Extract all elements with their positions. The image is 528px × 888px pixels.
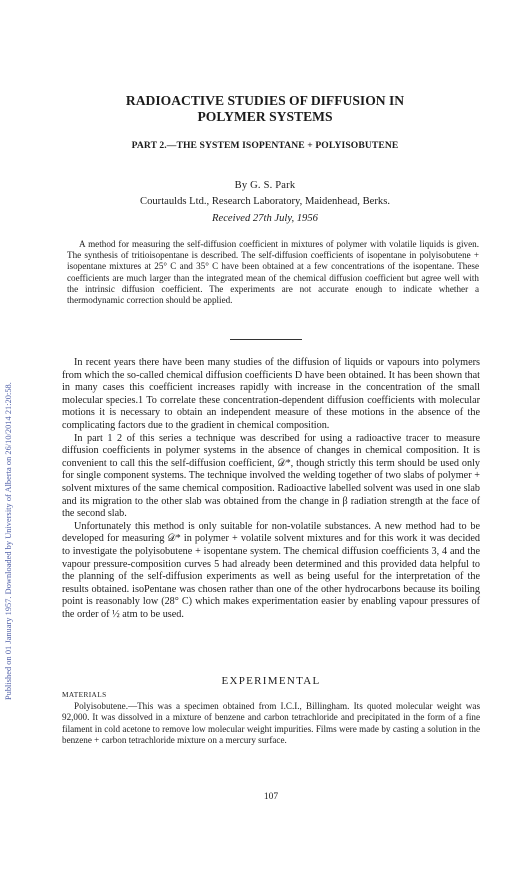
paragraph-2: In part 1 2 of this series a technique was described for using a radioactive tracer to measure diffusion coefficients in polymer systems in the absence of changes in chemical composition. It is convenient to call this the self-diffusion coefficient, 𝒟*, though strictly this term should be used only for single component systems. The technique involved the welding together of two slabs of polymer + solvent mixtures of the same chemical composition. Radioactive labelled solvent was used in one slab and its migration to the other slab was obtained from the change in β radiation strength at the face of the second slab. <box>62 432 480 520</box>
separator-rule <box>230 339 302 340</box>
subsection-heading: MATERIALS <box>62 690 107 699</box>
title-line-1: RADIOACTIVE STUDIES OF DIFFUSION IN <box>125 93 405 108</box>
author-affiliation: Courtaulds Ltd., Research Laboratory, Maidenhead, Berks. <box>140 196 390 207</box>
part-subtitle: PART 2.—THE SYSTEM ISOPENTANE + POLYISOBUTENE <box>131 140 399 151</box>
introduction <box>62 357 480 621</box>
download-notice <box>4 140 16 700</box>
paragraph-3: Unfortunately this method is only suitable for non-volatile substances. A new method had to be developed for measuring 𝒟* in polymer + volatile solvent mixtures and for this work it was decided to investigate the polyisobutene + isopentane system. The chemical diffusion coefficients 3, 4 and the vapour pressure-composition curves 5 had already been determined and this provided data helpful to the planning of the self-diffusion experiments as well as being useful for the interpretation of the results obtained. isoPentane was chosen rather than one of the other hydrocarbons because its boiling point is reasonably low (28° C) which makes experimentation easier by enabling vapour pressures of the order of ½ atm to be used. <box>62 520 480 620</box>
paragraph-1: In recent years there have been many studies of the diffusion of liquids or vapours into polymers from which the so-called chemical diffusion coefficients D have been obtained. It has been shown that in many cases this coefficient increases rapidly with increase in the concentration of the small molecular species.1 To correlate these concentration-dependent diffusion coefficients with molecular motions it is necessary to obtain an independent measure of these motions in the absence of the complicating factors due to the gradient in chemical composition. <box>62 357 480 431</box>
title-line-2: POLYMER SYSTEMS <box>197 109 333 124</box>
author-byline: By G. S. Park <box>234 180 296 191</box>
abstract: A method for measuring the self-diffusion coefficient in mixtures of polymer with volatile liquids is given. The synthesis of tritioisopentane is described. The self-diffusion coefficients of isopentane in polyisobutene + isopentane mixtures at 25° C and 35° C have been obtained at a few concentrations of the isopentane. These coefficients are much larger than the integrated mean of the chemical diffusion coefficient but agree well with the intrinsic diffusion coefficient. The experiments are not accurate enough to indicate whether a thermodynamic correction should be applied. <box>67 239 479 306</box>
paper-title <box>60 93 470 125</box>
received-date: Received 27th July, 1956 <box>212 213 318 224</box>
section-heading: EXPERIMENTAL <box>221 675 321 687</box>
page-number: 107 <box>263 792 279 802</box>
materials-paragraph: Polyisobutene.—This was a specimen obtained from I.C.I., Billingham. Its quoted molecular weight was 92,000. It was dissolved in a mixture of benzene and carbon tetrachloride and precipitated in the form of a fine filament in cold acetone to remove low molecular weight impurities. Films were made by casting a solution in the benzene + carbon tetrachloride mixture on a mercury surface. <box>62 701 480 745</box>
download-notice-text: Published on 01 January 1957. Downloaded by University of Alberta on 26/10/2014 21:20:58. <box>4 382 13 700</box>
